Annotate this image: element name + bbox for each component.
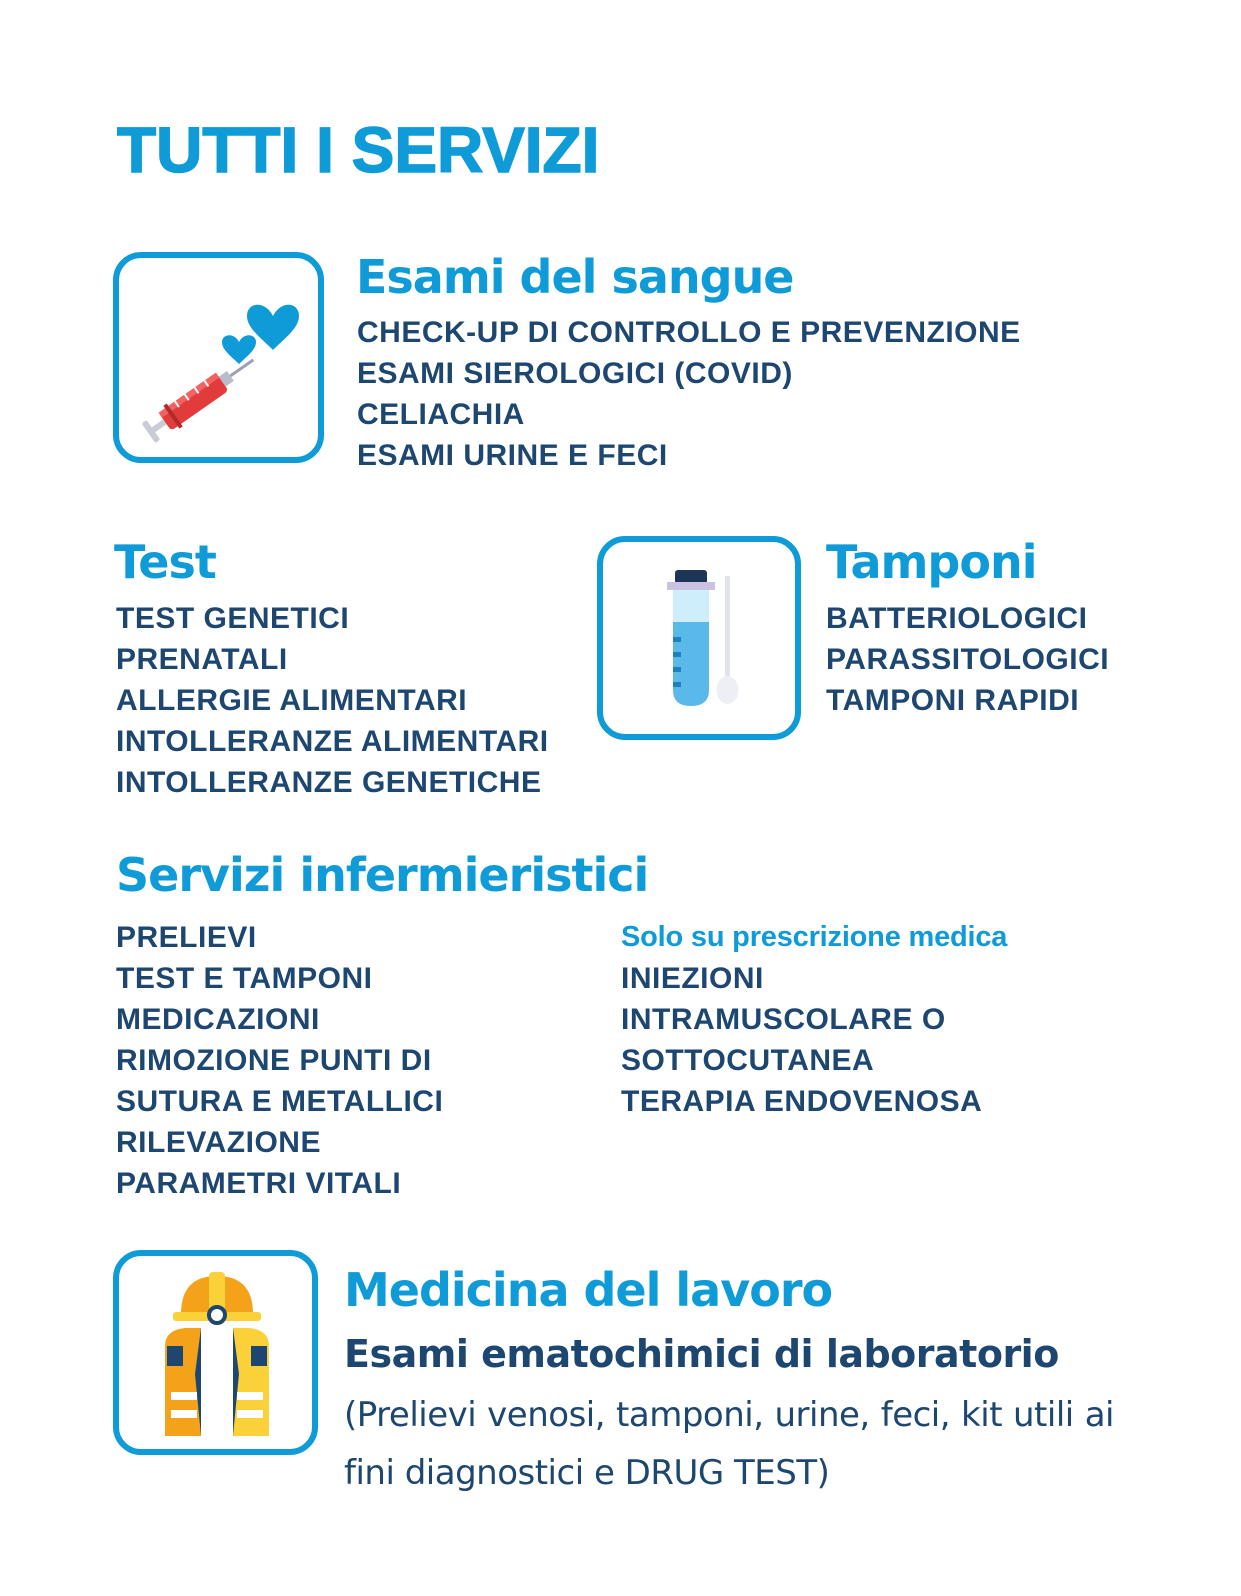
list-item: TEST GENETICI — [116, 602, 350, 635]
worker-helmet-vest-icon — [119, 1256, 312, 1449]
list-item: PRENATALI — [116, 643, 288, 676]
list-item: TERAPIA ENDOVENOSA — [621, 1085, 983, 1118]
list-item: CELIACHIA — [357, 398, 525, 431]
syringe-hearts-icon — [119, 258, 318, 457]
page-title: TUTTI I SERVIZI — [117, 114, 600, 186]
list-item: INTOLLERANZE GENETICHE — [116, 766, 542, 799]
list-item: BATTERIOLOGICI — [826, 602, 1088, 635]
list-item: ESAMI URINE E FECI — [357, 439, 668, 472]
list-item: CHECK-UP DI CONTROLLO E PREVENZIONE — [357, 316, 1021, 349]
list-item: ESAMI SIEROLOGICI (COVID) — [357, 357, 793, 390]
list-item: ALLERGIE ALIMENTARI — [116, 684, 468, 717]
test-tube-swab-icon — [603, 542, 795, 734]
list-item: PARASSITOLOGICI — [826, 643, 1110, 676]
work-medicine-icon-box — [113, 1250, 318, 1455]
list-item: PRELIEVI — [116, 921, 257, 954]
prescription-note: Solo su prescrizione medica — [621, 921, 1008, 953]
nursing-service-list — [116, 917, 443, 1204]
work-section-title: Medicina del lavoro — [344, 1263, 833, 1317]
blood-service-list — [357, 312, 1021, 476]
list-item: INTOLLERANZE ALIMENTARI — [116, 725, 549, 758]
list-item: TAMPONI RAPIDI — [826, 684, 1080, 717]
swab-icon-box — [597, 536, 801, 740]
list-item: PARAMETRI VITALI — [116, 1167, 402, 1200]
list-item: RIMOZIONE PUNTI DI — [116, 1044, 432, 1077]
list-item: SOTTOCUTANEA — [621, 1044, 875, 1077]
swabs-section-title: Tamponi — [826, 535, 1037, 589]
prescription-service-list — [621, 958, 982, 1122]
test-service-list — [116, 598, 549, 803]
list-item: RILEVAZIONE — [116, 1126, 321, 1159]
nursing-section-title: Servizi infermieristici — [116, 848, 649, 902]
work-description: (Prelievi venosi, tamponi, urine, feci, kit utili ai fini diagnostici e DRUG TEST) — [344, 1395, 1114, 1493]
list-item: MEDICAZIONI — [116, 1003, 320, 1036]
blood-test-icon-box — [113, 252, 324, 463]
swabs-service-list — [826, 598, 1109, 721]
blood-section-title: Esami del sangue — [356, 250, 794, 304]
test-section-title: Test — [114, 535, 216, 589]
list-item: SUTURA E METALLICI — [116, 1085, 444, 1118]
work-subtitle: Esami ematochimici di laboratorio — [344, 1332, 1059, 1376]
list-item: INIEZIONI — [621, 962, 764, 995]
list-item: TEST E TAMPONI — [116, 962, 373, 995]
list-item: INTRAMUSCOLARE O — [621, 1003, 946, 1036]
